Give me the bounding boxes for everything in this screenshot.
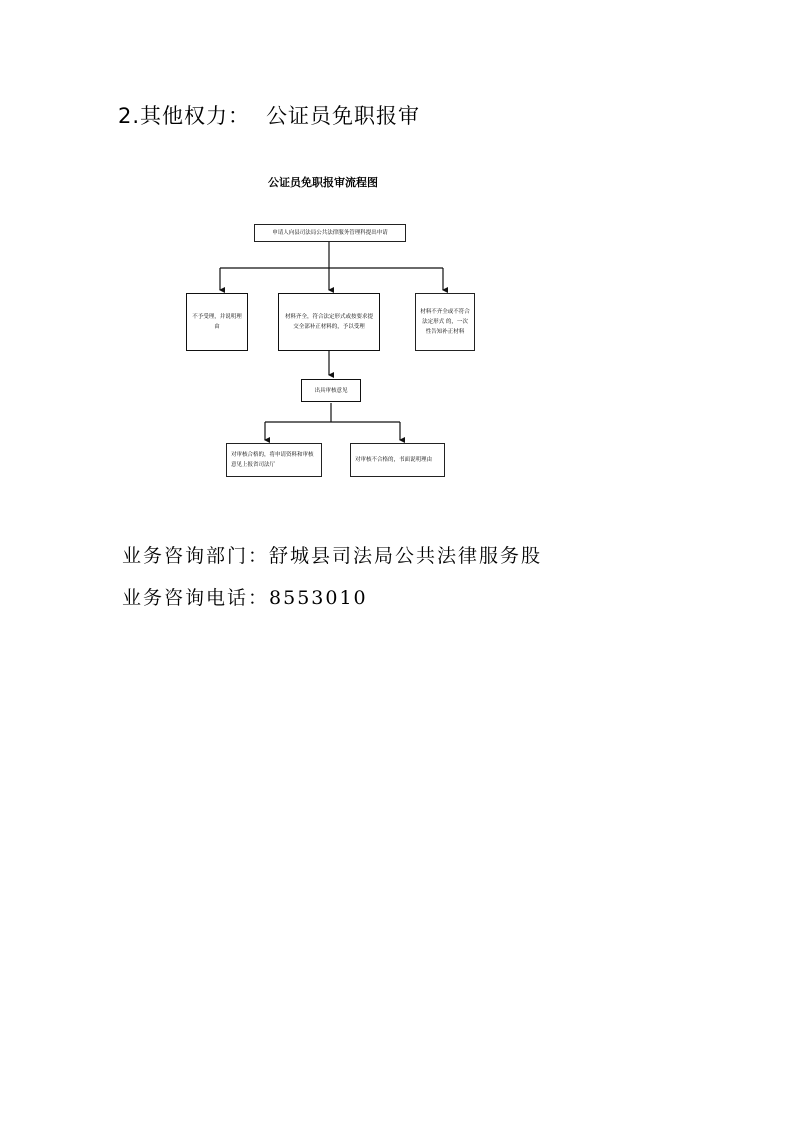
phone-value: 8553010 — [269, 587, 368, 609]
box-pass: 对审核合格的，将申请资料和审核意见上报省司法厅 — [226, 443, 322, 477]
phone-label: 业务咨询电话： — [122, 587, 270, 609]
flowchart-title: 公证员免职报审流程图 — [268, 176, 378, 189]
box-apply: 申请人向县司法局公共法律服务管理科提出申请 — [254, 224, 406, 242]
box-opinion: 出具审核意见 — [301, 379, 361, 402]
dept-label: 业务咨询部门： — [122, 545, 270, 567]
heading-prefix: 2.其他权力： — [118, 104, 251, 128]
contact-phone — [122, 583, 368, 610]
box-incomplete: 材料不齐全或不符合法定形式 的，一次性告知补正材料 — [415, 293, 475, 351]
box-fail: 对审核不合格的，书面说明理由 — [350, 443, 445, 477]
box-accept: 材料齐全，符合法定形式或按要求提交全部补正材料的，予以受理 — [278, 293, 380, 351]
flowchart — [170, 160, 476, 500]
contact-dept — [122, 541, 542, 568]
dept-value: 舒城县司法局公共法律服务股 — [269, 545, 543, 567]
heading-title: 公证员免职报审 — [266, 104, 421, 128]
section-heading — [118, 100, 420, 130]
box-reject: 不予受理，并说明理由 — [186, 293, 248, 351]
